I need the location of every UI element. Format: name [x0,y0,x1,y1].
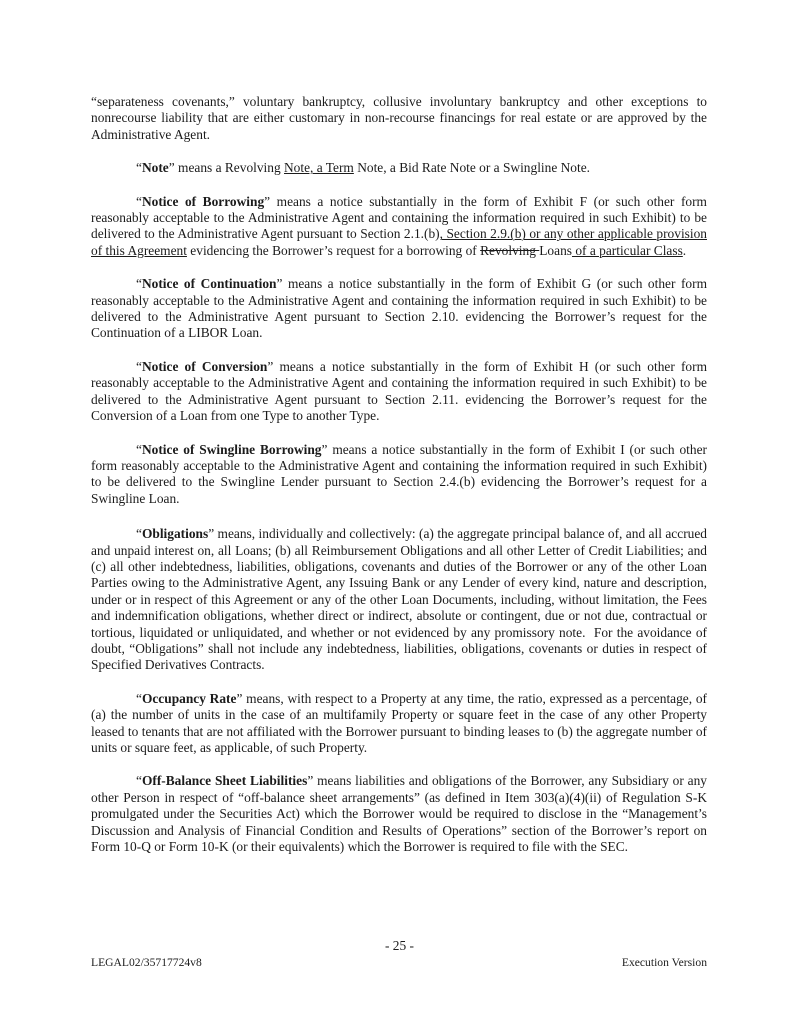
defined-term: Notice of Continuation [141,276,277,292]
text-run: ” means, individually and collectively: (a) the aggregate principal balance of, and all accrued and unpaid interest on, all Loans; (b) all Reimbursement Obligations and all other Letter of Credit Liabilities; and (c) all other indebtedness, liabilities, obligations, covenants and duties of the Borrower or any of the other Loan Parties owing to the Administrative Agent, any Issuing Bank or any Lender of every kind, nature and description, under or in respect of this Agreement or any of the other Loan Documents, including, without limitation, the Fees and indemnification obligations, whether direct or indirect, absolute or contingent, due or not due, contractual or tortious, liquidated or unliquidated, and whether or not evidenced by any promissory note. For the avoidance of doubt, “Obligations” shall not include any indebtedness, liabilities, obligations, covenants or duties in respect of Specified Derivatives Contracts. [91,526,707,673]
inserted-text: Note, a Term [284,160,354,176]
text-run: . [682,242,687,258]
defined-term: Occupancy Rate [141,690,237,706]
text-run: “ [136,690,142,706]
defined-term: Obligations [141,526,209,542]
text-run: ” means a notice substantially in the form of Exhibit F (or such other form reasonably acceptable to the Administrative Agent and containing the information required in such Exhibit) to be delivered to the Administrative Agent pursuant to Section 2.1.(b) [91,193,707,242]
text-run: ” means a Revolving [168,160,285,176]
footer-version-label: Execution Version [621,956,707,969]
paragraph [91,359,707,425]
text-run: Loans [539,242,572,258]
text-run: ” means a notice substantially in the form of Exhibit I (or such other form reasonably acceptable to the Administrative Agent and containing the information required in such Exhibit) to be delivered to the Swingline Lender pursuant to Section 2.4.(b) evidencing the Borrower’s request for a Swingline Loan. [91,441,707,506]
document-body [91,94,707,872]
text-run: ” means, with respect to a Property at any time, the ratio, expressed as a percentage, of (a) the number of units in the case of an multifamily Property or square feet in the case of any other Property leased to tenants that are not affiliated with the Borrower pursuant to binding leases to (b) the aggregate number of units or square feet, as applicable, of such Property. [91,690,707,755]
inserted-text: of a particular Class [571,242,683,258]
paragraph [91,160,707,176]
inserted-text: , Section 2.9.(b) or any other applicable provision of this Agreement [91,226,707,258]
text-run: Note, a Bid Rate Note or a Swingline Note. [353,160,591,176]
defined-term: Off-Balance Sheet Liabilities [141,773,308,789]
text-run: “ [136,441,142,457]
defined-term: Notice of Swingline Borrowing [141,441,322,457]
paragraph [91,691,707,757]
defined-term: Note [141,160,169,176]
text-run: ” means a notice substantially in the form of Exhibit G (or such other form reasonably acceptable to the Administrative Agent and containing the information required in such Exhibit) to be delivered to the Administrative Agent pursuant to Section 2.10. evidencing the Borrower’s request for the Continuation of a LIBOR Loan. [91,276,707,341]
text-run: “ [136,773,142,789]
text-run: “ [136,526,142,542]
text-run: “separateness covenants,” voluntary bankruptcy, collusive involuntary bankruptcy and other exceptions to nonrecourse liability that are either customary in non-recourse financings for real estate or are approved by the Administrative Agent. [91,94,707,142]
text-run: “ [136,276,142,292]
text-run: evidencing the Borrower’s request for a borrowing of [186,242,481,258]
paragraph [91,773,707,855]
text-run: ” means a notice substantially in the form of Exhibit H (or such other form reasonably acceptable to the Administrative Agent and containing the information required in such Exhibit) to be delivered to the Administrative Agent pursuant to Section 2.11. evidencing the Borrower’s request for the Conversion of a Loan from one Type to another Type. [91,358,707,424]
paragraph [91,526,707,674]
paragraph [91,194,707,260]
defined-term: Notice of Conversion [141,358,268,374]
page-number: - 25 - [384,938,414,953]
text-run: “ [136,358,142,374]
text-run: ” means liabilities and obligations of the Borrower, any Subsidiary or any other Person in respect of “off-balance sheet arrangements” (as defined in Item 303(a)(4)(ii) of Regulation S-K promulgated under the Securities Act) which the Borrower would be required to disclose in the “Management’s Discussion and Analysis of Financial Condition and Results of Operations” section of the Borrower’s report on Form 10-Q or Form 10-K (or their equivalents) which the Borrower is required to file with the SEC. [91,773,707,855]
text-run: “ [136,160,142,176]
paragraph [91,94,707,143]
footer-document-id: LEGAL02/35717724v8 [91,956,202,969]
page-footer [91,956,707,969]
deleted-text: Revolving [480,242,540,258]
paragraph [91,276,707,342]
paragraph [91,442,707,508]
defined-term: Notice of Borrowing [141,193,265,209]
text-run: “ [136,193,142,209]
